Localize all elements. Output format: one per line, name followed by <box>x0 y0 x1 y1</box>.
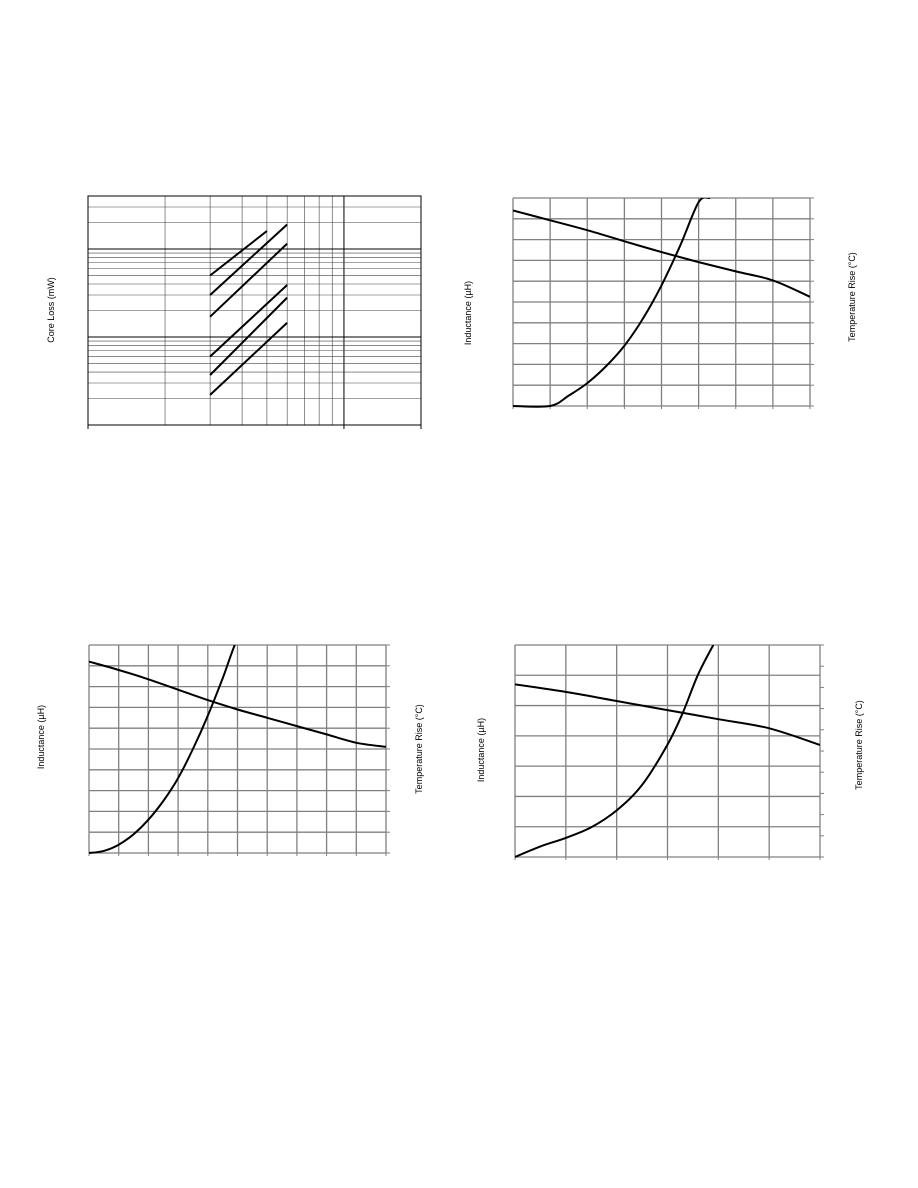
c4-series-temperature <box>515 645 713 857</box>
c1-series-line-2 <box>210 224 287 295</box>
c1-ylabel: Core Loss (mW) <box>46 277 56 343</box>
chart-inductance-top-right <box>513 197 814 409</box>
c3-grid <box>89 645 390 856</box>
c1-series <box>210 224 287 394</box>
c4-y2label: Temperature Rise (°C) <box>854 700 864 790</box>
c1-series-line-6 <box>210 323 287 395</box>
c2-grid <box>513 198 814 409</box>
c3-ylabel: Inductance (µH) <box>36 704 46 770</box>
c3-y2label: Temperature Rise (°C) <box>414 704 424 794</box>
c2-ylabel: Inductance (µH) <box>463 280 473 346</box>
c1-series-line-3 <box>210 244 287 317</box>
c4-ylabel: Inductance (µH) <box>476 717 486 783</box>
chart-core-loss <box>88 196 421 429</box>
chart-inductance-bottom-left <box>89 634 390 856</box>
c4-grid <box>515 645 824 860</box>
c2-y2label: Temperature Rise (°C) <box>847 252 857 342</box>
c1-grid <box>88 196 421 429</box>
chart-inductance-bottom-right <box>515 645 824 860</box>
c3-series-temperature <box>89 634 246 853</box>
